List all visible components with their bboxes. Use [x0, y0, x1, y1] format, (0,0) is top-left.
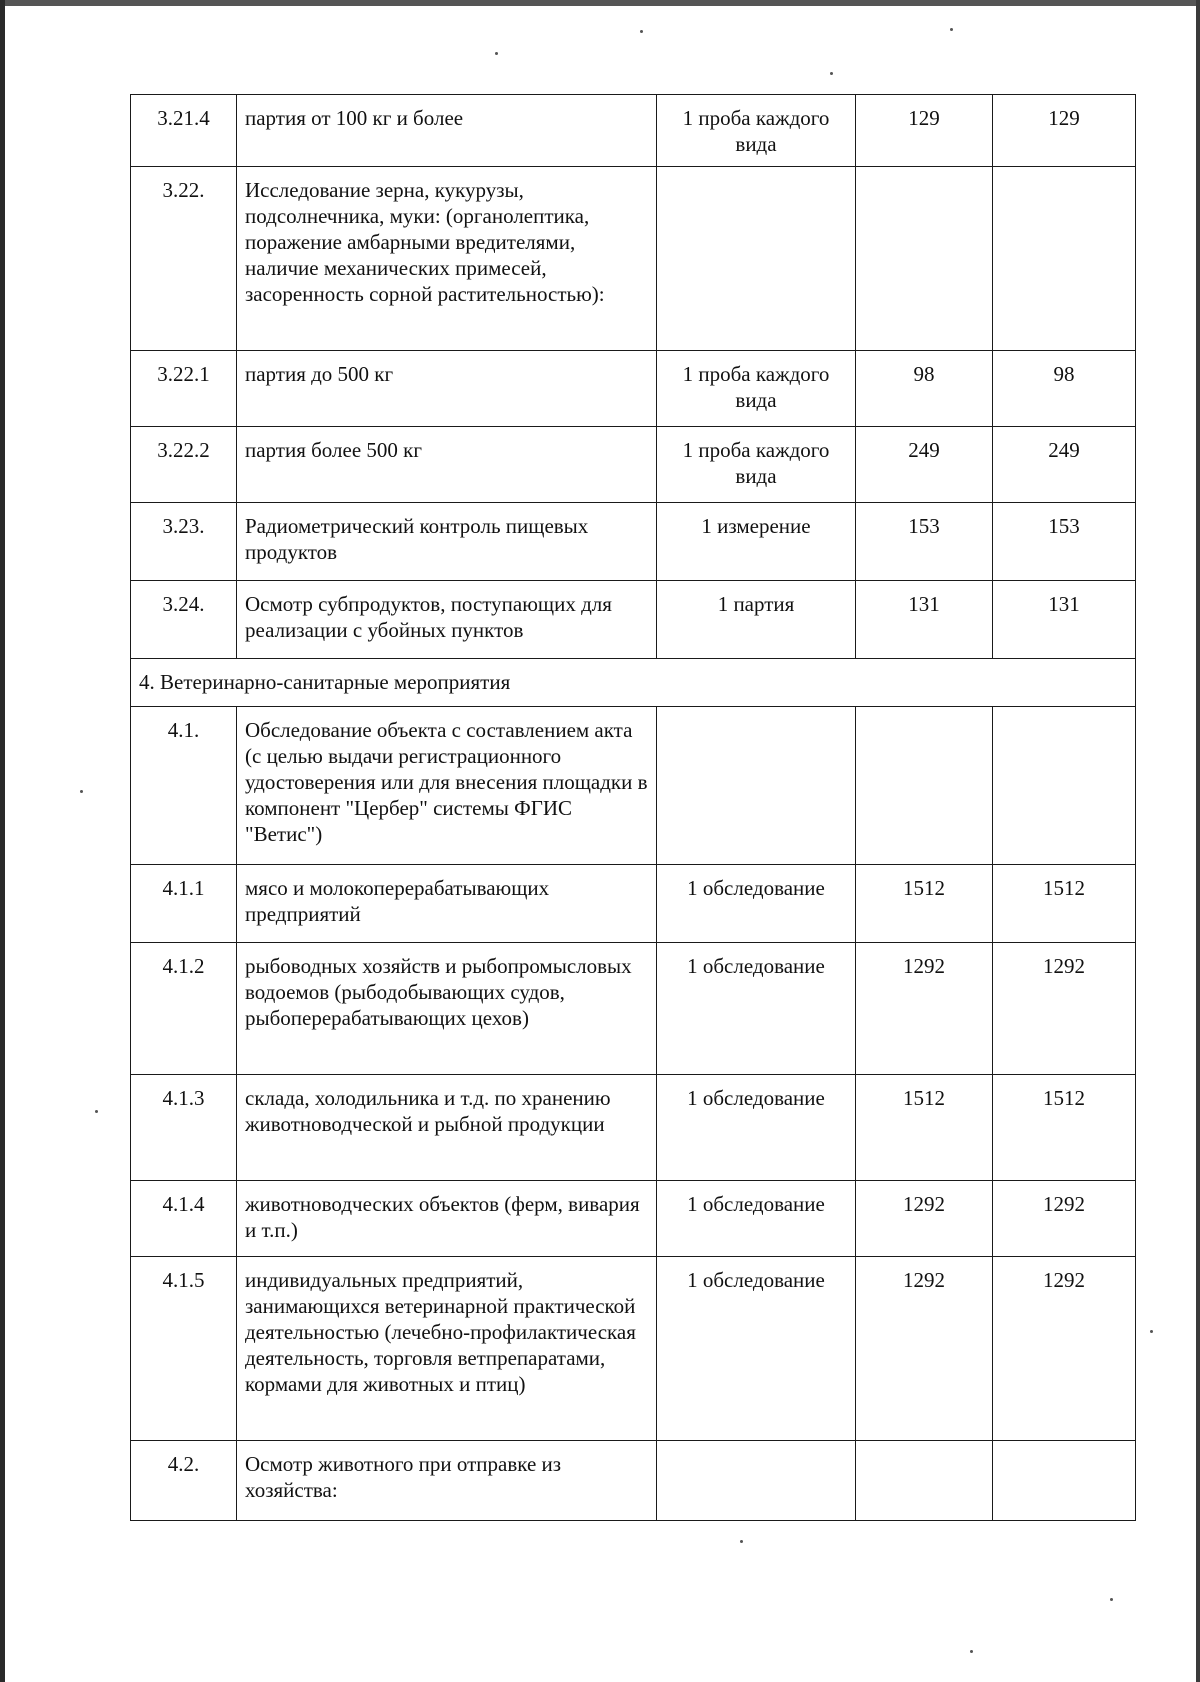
- row-unit: [657, 167, 856, 351]
- scan-speck: [740, 1540, 743, 1543]
- table-row: [131, 865, 1136, 943]
- row-price-1: 1292: [856, 943, 993, 1075]
- row-unit: 1 обследование: [657, 1075, 856, 1181]
- veterinary-fee-table: [130, 94, 1136, 1521]
- row-price-1: 1292: [856, 1257, 993, 1441]
- row-price-1: 1512: [856, 1075, 993, 1181]
- scan-speck: [95, 1110, 98, 1113]
- row-price-1: [856, 167, 993, 351]
- row-price-1: 129: [856, 95, 993, 167]
- row-price-1: 1512: [856, 865, 993, 943]
- row-number: 3.22.1: [131, 351, 237, 427]
- row-number: 4.1.4: [131, 1181, 237, 1257]
- table-row: [131, 707, 1136, 865]
- row-price-1: 98: [856, 351, 993, 427]
- row-price-2: [993, 707, 1136, 865]
- row-unit: 1 проба каждого вида: [657, 427, 856, 503]
- row-price-1: 153: [856, 503, 993, 581]
- row-unit: [657, 707, 856, 865]
- table-row: [131, 167, 1136, 351]
- row-description: партия от 100 кг и более: [237, 95, 657, 167]
- row-price-2: 98: [993, 351, 1136, 427]
- row-unit: 1 обследование: [657, 943, 856, 1075]
- table-row: [131, 351, 1136, 427]
- row-description: мясо и молокоперерабатывающих предприятий: [237, 865, 657, 943]
- row-price-2: 1512: [993, 865, 1136, 943]
- scan-speck: [495, 52, 498, 55]
- row-price-2: 1512: [993, 1075, 1136, 1181]
- row-number: 4.1.5: [131, 1257, 237, 1441]
- row-number: 3.21.4: [131, 95, 237, 167]
- scan-speck: [1110, 1598, 1113, 1601]
- table-row: [131, 943, 1136, 1075]
- row-unit: 1 измерение: [657, 503, 856, 581]
- row-description: склада, холодильника и т.д. по хранению животноводческой и рыбной продукции: [237, 1075, 657, 1181]
- row-price-2: 1292: [993, 943, 1136, 1075]
- row-description: рыбоводных хозяйств и рыбопромысловых водоемов (рыбодобывающих судов, рыбоперерабатывающих цехов): [237, 943, 657, 1075]
- scan-speck: [970, 1650, 973, 1653]
- row-price-1: 131: [856, 581, 993, 659]
- table-row: [131, 1257, 1136, 1441]
- row-price-2: 131: [993, 581, 1136, 659]
- scan-speck: [80, 790, 83, 793]
- row-description: Осмотр субпродуктов, поступающих для реализации с убойных пунктов: [237, 581, 657, 659]
- row-price-2: 1292: [993, 1181, 1136, 1257]
- scan-border-right: [1196, 0, 1200, 1682]
- section-title: 4. Ветеринарно-санитарные мероприятия: [131, 659, 1136, 707]
- row-description: партия более 500 кг: [237, 427, 657, 503]
- table-body: [131, 95, 1136, 1521]
- table-row: [131, 1075, 1136, 1181]
- scan-border-top: [5, 0, 1196, 6]
- scan-speck: [640, 30, 643, 33]
- row-description: животноводческих объектов (ферм, вивария и т.п.): [237, 1181, 657, 1257]
- row-price-2: [993, 167, 1136, 351]
- row-price-1: [856, 1441, 993, 1521]
- table-row: [131, 427, 1136, 503]
- table-row: [131, 581, 1136, 659]
- row-price-1: [856, 707, 993, 865]
- table-row: [131, 503, 1136, 581]
- row-description: партия до 500 кг: [237, 351, 657, 427]
- scan-speck: [1150, 1330, 1153, 1333]
- section-header-row: [131, 659, 1136, 707]
- row-number: 4.2.: [131, 1441, 237, 1521]
- row-price-2: 249: [993, 427, 1136, 503]
- row-description: Осмотр животного при отправке из хозяйства:: [237, 1441, 657, 1521]
- row-unit: 1 проба каждого вида: [657, 351, 856, 427]
- row-description: Радиометрический контроль пищевых продуктов: [237, 503, 657, 581]
- row-unit: 1 обследование: [657, 865, 856, 943]
- row-price-2: 129: [993, 95, 1136, 167]
- row-unit: 1 проба каждого вида: [657, 95, 856, 167]
- row-description: Обследование объекта с составлением акта (с целью выдачи регистрационного удостоверения или для внесения площадки в компонент "Цербер" системы ФГИС "Ветис"): [237, 707, 657, 865]
- row-number: 4.1.: [131, 707, 237, 865]
- row-number: 4.1.2: [131, 943, 237, 1075]
- row-price-2: 153: [993, 503, 1136, 581]
- scan-speck: [830, 72, 833, 75]
- row-number: 4.1.1: [131, 865, 237, 943]
- row-price-2: 1292: [993, 1257, 1136, 1441]
- table-row: [131, 1441, 1136, 1521]
- row-description: индивидуальных предприятий, занимающихся ветеринарной практической деятельностью (лечебно-профилактическая деятельность, торговля ветпрепаратами, кормами для животных и птиц): [237, 1257, 657, 1441]
- row-number: 3.22.2: [131, 427, 237, 503]
- row-number: 3.24.: [131, 581, 237, 659]
- row-description: Исследование зерна, кукурузы, подсолнечника, муки: (органолептика, поражение амбарными вредителями, наличие механических примесей, засоренность сорной растительностью):: [237, 167, 657, 351]
- row-unit: 1 партия: [657, 581, 856, 659]
- row-unit: 1 обследование: [657, 1257, 856, 1441]
- scan-speck: [950, 28, 953, 31]
- table-row: [131, 95, 1136, 167]
- scan-border-left: [0, 0, 5, 1682]
- row-unit: 1 обследование: [657, 1181, 856, 1257]
- row-price-1: 1292: [856, 1181, 993, 1257]
- row-price-1: 249: [856, 427, 993, 503]
- table-row: [131, 1181, 1136, 1257]
- row-number: 4.1.3: [131, 1075, 237, 1181]
- row-number: 3.22.: [131, 167, 237, 351]
- row-number: 3.23.: [131, 503, 237, 581]
- row-unit: [657, 1441, 856, 1521]
- row-price-2: [993, 1441, 1136, 1521]
